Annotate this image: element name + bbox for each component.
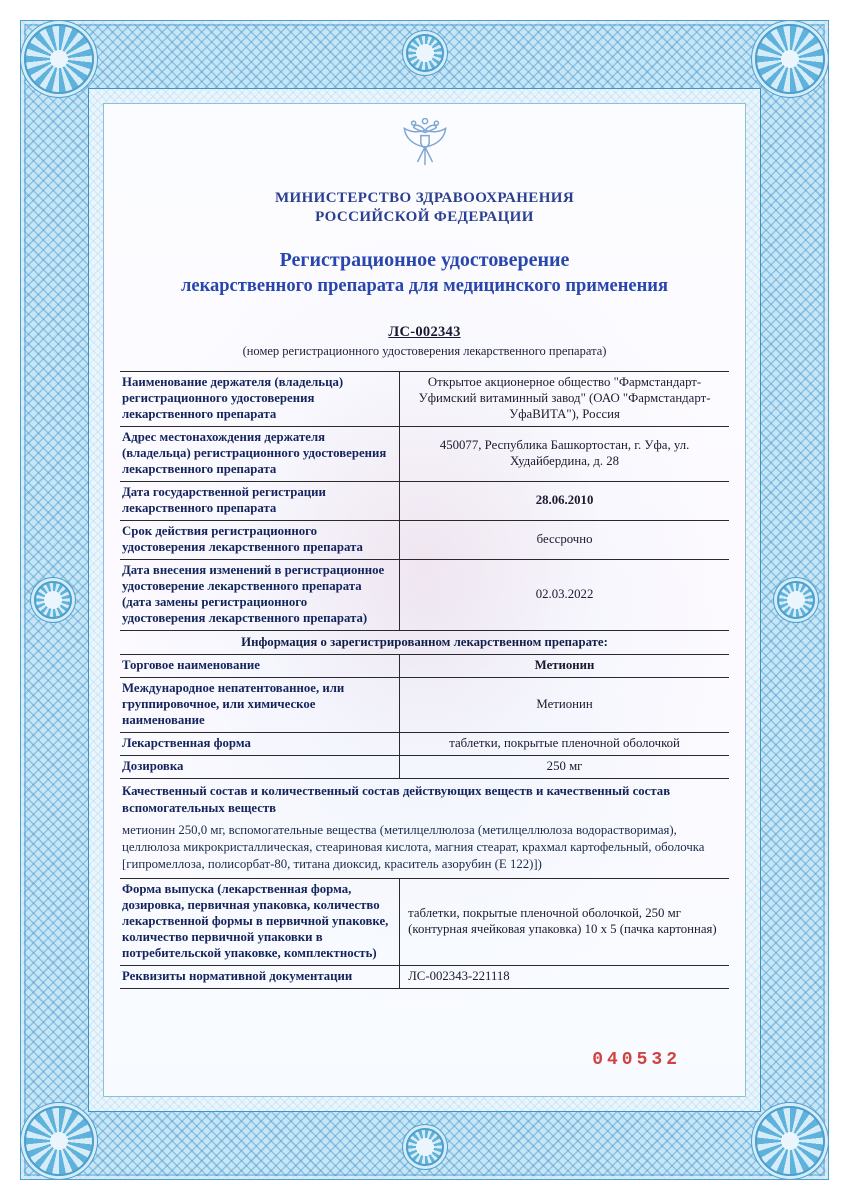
composition-title: Качественный состав и количественный состав действующих веществ и качественный состав вспомогательных веществ [122, 784, 671, 815]
row-value: бессрочно [536, 532, 593, 547]
certificate-title [120, 247, 729, 299]
composition-section [120, 778, 729, 878]
table-row [120, 732, 729, 755]
table-row [120, 677, 729, 732]
row-value: ЛС-002343-221118 [408, 969, 510, 984]
ministry-name [120, 189, 729, 227]
row-value: Метионин [534, 658, 595, 673]
ministry-line2: РОССИЙСКОЙ ФЕДЕРАЦИИ [315, 208, 534, 225]
row-label: Срок действия регистрационного удостоверения лекарственного препарата [120, 521, 400, 559]
table-row [120, 878, 729, 965]
row-label: Наименование держателя (владельца) регистрационного удостоверения лекарственного препарата [120, 372, 400, 426]
corner-rosette-icon [755, 24, 825, 94]
table-row [120, 755, 729, 778]
row-value: 28.06.2010 [535, 493, 594, 508]
row-label: Дозировка [120, 756, 400, 778]
row-value: таблетки, покрытые пленочной оболочкой, 250 мг (контурная ячейковая упаковка) 10 х 5 (пачка картонная) [408, 906, 717, 937]
table-row [120, 520, 729, 559]
certificate-content [104, 104, 745, 1096]
edge-rosette-icon [777, 581, 815, 619]
registration-number-caption: (номер регистрационного удостоверения лекарственного препарата) [242, 344, 607, 359]
title-line1: Регистрационное удостоверение [279, 248, 570, 271]
edge-rosette-icon [34, 581, 72, 619]
row-label: Лекарственная форма [120, 733, 400, 755]
row-value: Открытое акционерное общество "Фармстандарт-Уфимский витаминный завод" (ОАО "Фармстандарт-УфаВИТА"), Россия [418, 375, 711, 422]
row-label: Торговое наименование [120, 655, 400, 677]
certificate-table [120, 371, 729, 989]
corner-rosette-icon [755, 1106, 825, 1176]
serial-number: 040532 [592, 1050, 681, 1070]
row-label: Международное непатентованное, или группировочное, или химическое наименование [120, 678, 400, 732]
table-row [120, 559, 729, 630]
ministry-line1: МИНИСТЕРСТВО ЗДРАВООХРАНЕНИЯ [274, 190, 575, 206]
title-line2: лекарственного препарата для медицинского применения [181, 275, 668, 296]
row-value: 02.03.2022 [535, 587, 594, 602]
edge-rosette-icon [406, 1128, 444, 1166]
table-row [120, 965, 729, 988]
table-row [120, 371, 729, 426]
certificate-sheet [103, 103, 746, 1097]
row-label: Реквизиты нормативной документации [120, 966, 400, 988]
row-value: 450077, Республика Башкортостан, г. Уфа, ул. Худайбердина, д. 28 [439, 438, 690, 469]
edge-rosette-icon [406, 34, 444, 72]
row-label: Адрес местонахождения держателя (владельца) регистрационного удостоверения лекарственного препарата [120, 427, 400, 481]
composition-text: метионин 250,0 мг, вспомогательные вещества (метилцеллюлоза (метилцеллюлоза водорастворимая), целлюлоза микрокристаллическая, стеариновая кислота, магния стеарат, крахмал картофельный, оболочка [гипромеллоза, полисорбат-80, титана диоксид, краситель азорубин (Е 122)]) [122, 823, 705, 871]
table-row [120, 654, 729, 677]
section-header: Информация о зарегистрированном лекарственном препарате: [120, 630, 729, 654]
row-label: Форма выпуска (лекарственная форма, дозировка, первичная упаковка, количество лекарственной формы в первичной упаковке, количество первичной упаковки в потребительской упаковке, комплектность) [120, 879, 400, 965]
double-headed-eagle-icon [120, 118, 729, 181]
row-value: таблетки, покрытые пленочной оболочкой [449, 736, 680, 751]
table-row [120, 426, 729, 481]
corner-rosette-icon [24, 1106, 94, 1176]
row-label: Дата государственной регистрации лекарственного препарата [120, 482, 400, 520]
corner-rosette-icon [24, 24, 94, 94]
registration-number: ЛС-002343 [388, 324, 461, 341]
row-label: Дата внесения изменений в регистрационное удостоверение лекарственного препарата (дата замены регистрационного удостоверения лекарственного препарата) [120, 560, 400, 630]
row-value: 250 мг [546, 759, 583, 774]
table-row [120, 481, 729, 520]
row-value: Метионин [536, 697, 593, 712]
